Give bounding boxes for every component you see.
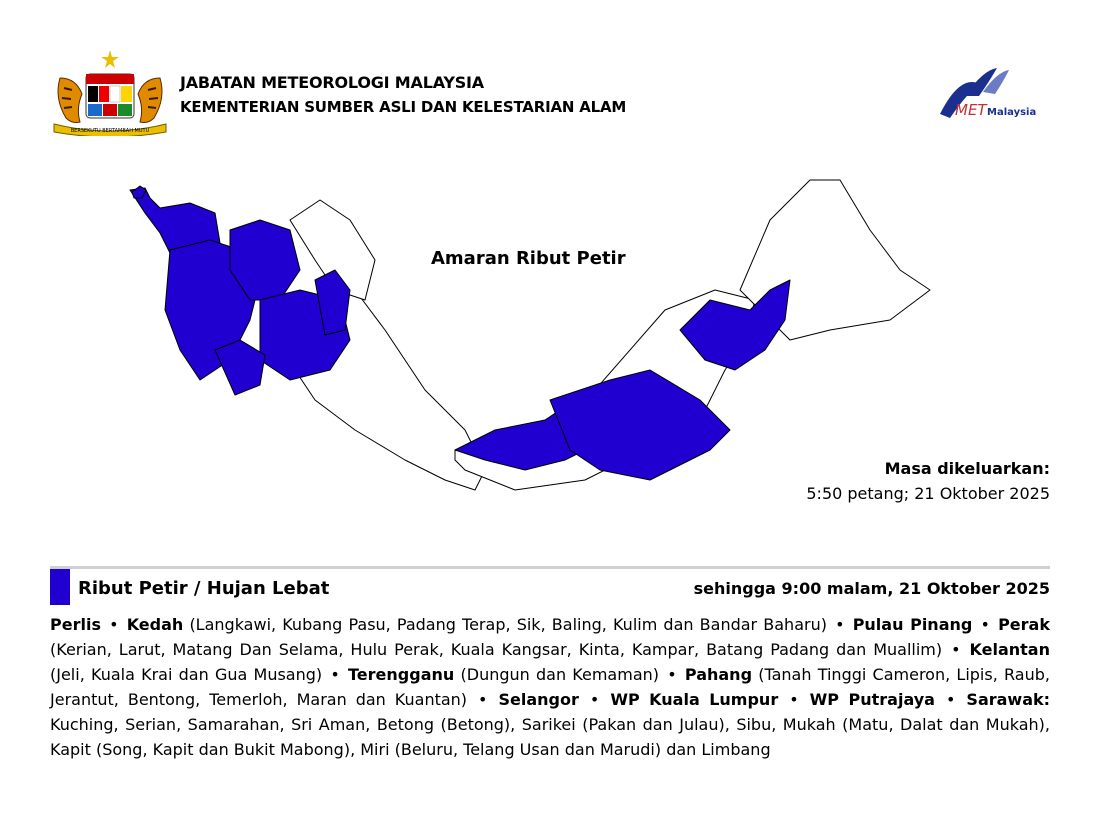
area-state: Selangor	[498, 690, 579, 709]
region-selangor	[215, 340, 265, 395]
area-state: Sarawak:	[966, 690, 1051, 709]
issued-label: Masa dikeluarkan:	[884, 459, 1050, 478]
area-state: Kelantan	[969, 640, 1050, 659]
area-state: Perak	[998, 615, 1050, 634]
organization-name	[180, 71, 626, 119]
area-state: Perlis	[50, 615, 101, 634]
area-districts: (Tanah Tinggi Cameron, Lipis, Raub, Jerantut, Bentong, Temerloh, Maran dan Kuantan)	[50, 665, 1050, 709]
issued-time-block	[806, 456, 1050, 506]
area-districts: (Kerian, Larut, Matang Dan Selama, Hulu Perak, Kuala Kangsar, Kinta, Kampar, Batang Padang dan Muallim)	[50, 640, 943, 659]
area-state: WP Putrajaya	[809, 690, 935, 709]
area-state: Kedah	[126, 615, 184, 634]
crest-motto: BERSEKUTU BERTAMBAH MUTU	[70, 128, 150, 134]
affected-areas-list: Perlis • Kedah (Langkawi, Kubang Pasu, Padang Terap, Sik, Baling, Kulim dan Bandar Baharu) • Pulau Pinang • Perak (Kerian, Larut, Matang Dan Selama, Hulu Perak, Kuala Kangsar, Kinta, Kampar, Batang Padang dan Muallim) • Kelantan (Jeli, Kuala Krai dan Gua Musang) • Terengganu (Dungun dan Kemaman) • Pahang (Tanah Tinggi Cameron, Lipis, Raub, Jerantut, Bentong, Temerloh, Maran dan Kuantan) • Selangor • WP Kuala Lumpur • WP Putrajaya • Sarawak: Kuching, Serian, Samarahan, Sri Aman, Betong (Betong), Sarikei (Pakan dan Julau), Sibu, Mukah (Matu, Dalat dan Mukah), Kapit (Song, Kapit dan Bukit Mabong), Miri (Beluru, Telang Usan dan Marudi) dan Limbang	[50, 615, 1051, 759]
section-accent-bar	[50, 569, 70, 605]
issued-value: 5:50 petang; 21 Oktober 2025	[806, 484, 1050, 503]
malaysia-coat-of-arms-icon	[50, 48, 170, 136]
valid-until: sehingga 9:00 malam, 21 Oktober 2025	[693, 579, 1050, 598]
area-state: Terengganu	[348, 665, 455, 684]
area-state: WP Kuala Lumpur	[610, 690, 779, 709]
area-districts: Kuching, Serian, Samarahan, Sri Aman, Betong (Betong), Sarikei (Pakan dan Julau), Sibu, Mukah (Matu, Dalat dan Mukah), Kapit (Song, Kapit dan Bukit Mabong), Miri (Beluru, Telang Usan dan Marudi) dan Limbang	[50, 715, 1050, 759]
met-malaysia-logo-icon	[935, 66, 1050, 121]
org-line-2: KEMENTERIAN SUMBER ASLI DAN KELESTARIAN ALAM	[180, 98, 627, 116]
met-logo-sub: Malaysia	[987, 107, 1037, 118]
area-state: Pulau Pinang	[852, 615, 973, 634]
org-line-1: JABATAN METEOROLOGI MALAYSIA	[180, 73, 484, 92]
area-districts: (Langkawi, Kubang Pasu, Padang Terap, Sik, Baling, Kulim dan Bandar Baharu)	[189, 615, 827, 634]
area-districts: (Jeli, Kuala Krai dan Gua Musang)	[50, 665, 323, 684]
map-title: Amaran Ribut Petir	[431, 248, 626, 269]
header	[50, 48, 1050, 138]
section-divider	[50, 566, 1050, 569]
area-state: Pahang	[684, 665, 753, 684]
met-logo-main: MET	[955, 101, 987, 119]
area-districts: (Dungun dan Kemaman)	[460, 665, 660, 684]
section-title: Ribut Petir / Hujan Lebat	[78, 578, 330, 599]
